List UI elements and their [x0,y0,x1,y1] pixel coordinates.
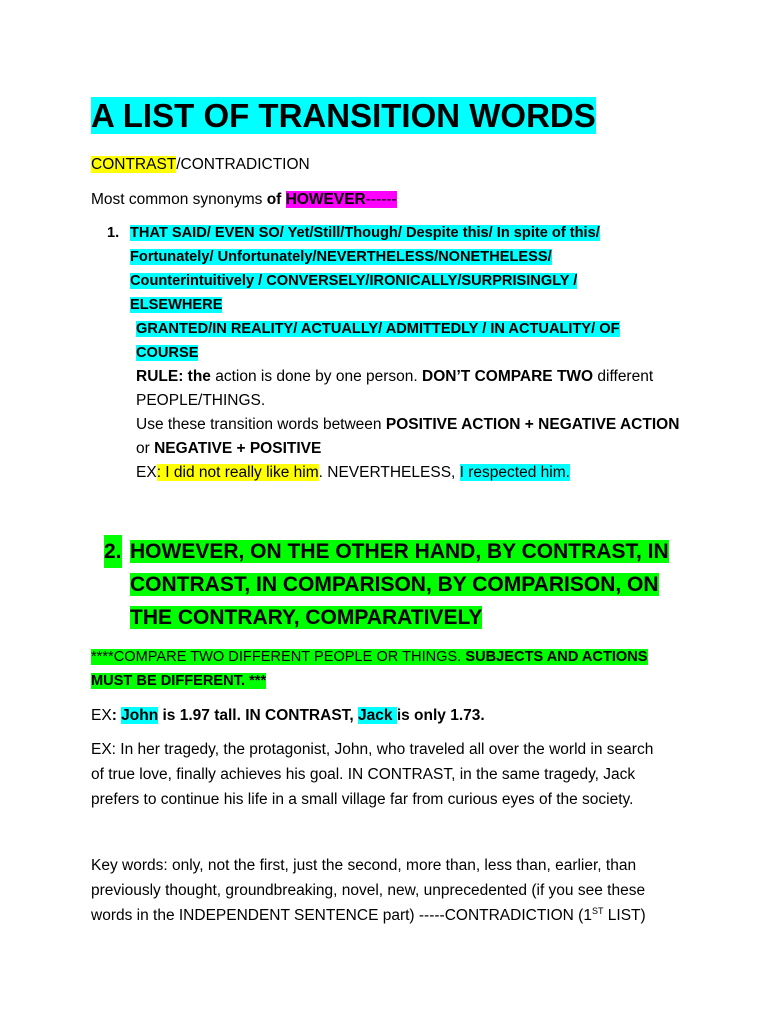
however-dashes: ------ [365,191,397,208]
example1-jack: Jack [358,707,397,724]
example-1 [91,704,485,728]
page-title [91,93,596,139]
contrast-label: CONTRAST [91,156,177,173]
use-text: Use these transition words between [136,416,386,433]
list-item-2 [104,535,704,634]
rule-end: different [593,368,654,385]
keywords-line3-a: words in the INDEPENDENT SENTENCE part) -----CONTRADICTION (1 [91,907,592,924]
example1-colon: : [111,707,122,724]
list-number-1: 1. [107,225,120,241]
or-bold: NEGATIVE + POSITIVE [154,440,322,457]
list-item-1 [107,221,697,485]
keywords-line3-b: LIST) [603,907,646,924]
compare-note-line2: MUST BE DIFFERENT. *** [91,673,267,689]
keywords-sup: ST [591,905,604,916]
list1-line2: Fortunately/ Unfortunately/NEVERTHELESS/NONETHELESS/ [130,249,552,265]
synonyms-line [91,188,397,212]
keywords-line3 [91,903,691,928]
ex-mid: . NEVERTHELESS, [318,464,460,481]
or-text: or [136,440,155,457]
synonyms-prefix: Most common synonyms [91,191,267,208]
page-title-text: A LIST OF TRANSITION WORDS [91,97,596,134]
example1-end: is only 1.73. [396,707,485,724]
example1-mid: is 1.97 tall. IN CONTRAST, [158,707,359,724]
compare-note-part1: ****COMPARE TWO DIFFERENT PEOPLE OR THINGS. [91,649,466,665]
keywords-line1: Key words: only, not the first, just the second, more than, less than, earlier, than [91,857,637,874]
rule-label: RULE: the [136,368,211,385]
rule-line [136,365,697,389]
list1-line4: ELSEWHERE [130,297,223,313]
example1-ex: EX [91,707,112,724]
list1-line1: THAT SAID/ EVEN SO/ Yet/Still/Though/ Despite this/ In spite of this/ [130,225,600,241]
example-line [136,461,697,485]
people-things: PEOPLE/THINGS. [136,392,266,409]
list1-line6: COURSE [136,345,199,361]
keywords-line2: previously thought, groundbreaking, novel, new, unprecedented (if you see these [91,882,646,899]
use-bold: POSITIVE ACTION + NEGATIVE ACTION [385,416,680,433]
rule-text: action is done by one person. [210,368,423,385]
however-word: HOWEVER [285,191,366,208]
or-line [136,437,697,461]
key-words [91,853,691,928]
compare-note-part2: SUBJECTS AND ACTIONS [465,649,648,665]
ex-part1: : I did not really like him [156,464,319,481]
ex-label: EX [136,464,157,481]
example2-line2: of true love, finally achieves his goal. IN CONTRAST, in the same tragedy, Jack [91,766,636,783]
example2-line3: prefers to continue his life in a small village far from curious eyes of the society. [91,791,634,808]
example-2 [91,737,691,812]
list2-line3: THE CONTRARY, COMPARATIVELY [130,606,483,629]
ex-part2: I respected him. [459,464,570,481]
list-number-2: 2. [104,535,122,568]
use-line [136,413,697,437]
list1-line3: Counterintuitively / CONVERSELY/IRONICALLY/SURPRISINGLY / [130,273,578,289]
contradiction-label: /CONTRADICTION [176,156,310,173]
synonyms-of: of [266,191,286,208]
list2-line1: HOWEVER, ON THE OTHER HAND, BY CONTRAST, IN [130,540,669,563]
section-heading [91,153,310,177]
compare-note [91,645,691,693]
list1-line5: GRANTED/IN REALITY/ ACTUALLY/ ADMITTEDLY / IN ACTUALITY/ OF [136,321,620,337]
example1-john: John [121,707,159,724]
list2-line2: CONTRAST, IN COMPARISON, BY COMPARISON, ON [130,573,659,596]
example2-line1: EX: In her tragedy, the protagonist, John, who traveled all over the world in search [91,741,654,758]
rule-bold: DON’T COMPARE TWO [422,368,594,385]
